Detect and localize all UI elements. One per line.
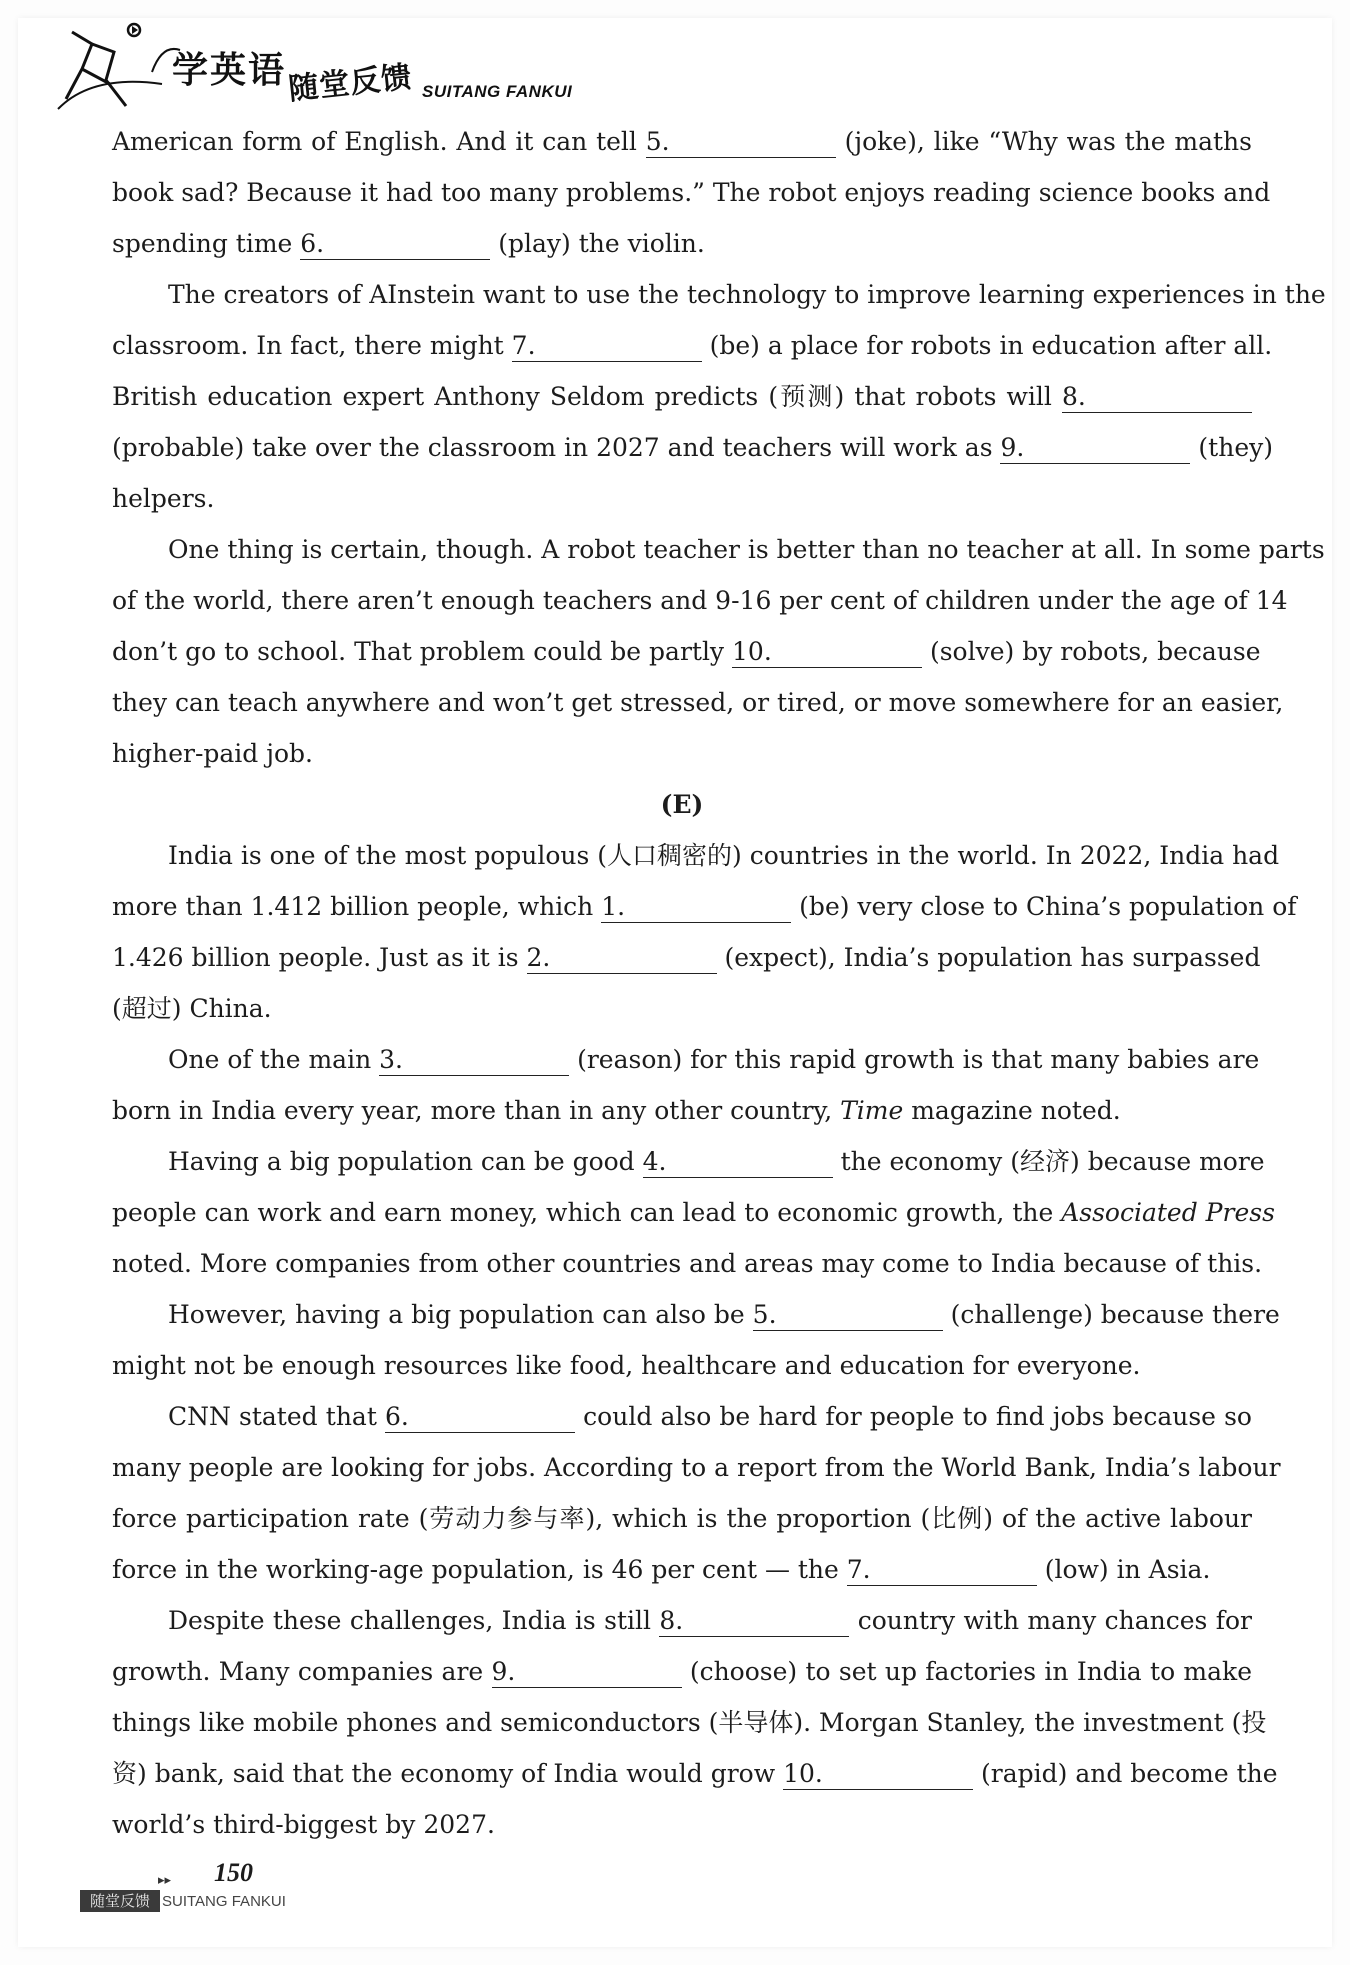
answer-blank[interactable]: 5.: [646, 127, 836, 158]
text-segment: (low) in Asia.: [1036, 1555, 1211, 1584]
text-segment: of the world, there aren’t enough teachers and 9-16 per cent of children under the age of 14: [112, 586, 1288, 615]
text-segment: things like mobile phones and semiconductors (半导体). Morgan Stanley, the investment (投: [112, 1708, 1267, 1737]
text-segment: (probable) take over the classroom in 2027 and teachers will work as: [112, 433, 1001, 462]
text-segment: (reason) for this rapid growth is that many babies are: [569, 1045, 1260, 1074]
text-line: [112, 728, 1252, 779]
text-segment: (超过) China.: [112, 994, 272, 1023]
exercise-text: [112, 116, 1326, 1850]
text-segment: One thing is certain, though. A robot teacher is better than no teacher at all. In some parts: [168, 535, 1325, 564]
text-line-with-blank: [112, 1595, 1252, 1646]
text-line: [112, 269, 1326, 320]
text-line: [112, 1799, 1252, 1850]
text-line-with-blank: [112, 218, 1252, 269]
text-segment: the economy (经济) because more: [832, 1147, 1265, 1176]
text-segment: American form of English. And it can tell: [112, 127, 646, 156]
text-line-with-blank: [112, 626, 1261, 677]
text-line: [112, 1238, 1263, 1289]
header-title-cn-brand: 随堂反馈: [286, 59, 414, 108]
answer-blank[interactable]: 10.: [783, 1759, 973, 1790]
text-segment: (challenge) because there: [942, 1300, 1280, 1329]
text-segment: (choose) to set up factories in India to make: [681, 1657, 1252, 1686]
text-line: [112, 473, 1252, 524]
text-segment: people can work and earn money, which can lead to economic growth, the: [112, 1198, 1062, 1227]
section-heading-text: (E): [660, 790, 704, 819]
text-line-with-blank: [112, 1034, 1260, 1085]
text-segment: higher-paid job.: [112, 739, 314, 768]
text-segment: force in the working-age population, is 46 per cent — the: [112, 1555, 847, 1584]
text-segment: helpers.: [112, 484, 215, 513]
header-title-en: SUITANG FANKUI: [422, 82, 573, 101]
text-line: [112, 677, 1284, 728]
text-segment: many people are looking for jobs. According to a report from the World Bank, India’s labour: [112, 1453, 1281, 1482]
text-segment: CNN stated that: [168, 1402, 386, 1431]
text-line-with-blank: [112, 320, 1273, 371]
text-segment: (joke), like “Why was the maths: [835, 127, 1252, 156]
text-segment: spending time: [112, 229, 301, 258]
text-segment: The creators of AInstein want to use the technology to improve learning experiences in the: [168, 280, 1326, 309]
text-line: [112, 575, 1288, 626]
text-segment: Despite these challenges, India is still: [168, 1606, 660, 1635]
text-segment: India is one of the most populous (人口稠密的) countries in the world. In 2022, India had: [168, 841, 1280, 870]
text-segment: (solve) by robots, because: [922, 637, 1261, 666]
text-line: [112, 1187, 1275, 1238]
text-segment: However, having a big population can also be: [168, 1300, 753, 1329]
runner-logo-icon: [52, 14, 182, 114]
text-line: [112, 1340, 1252, 1391]
text-segment: (be) a place for robots in education after all.: [701, 331, 1273, 360]
text-line-with-blank: [112, 1136, 1265, 1187]
answer-blank[interactable]: 9.: [492, 1657, 682, 1688]
text-segment: book sad? Because it had too many problems.” The robot enjoys reading science books and: [112, 178, 1271, 207]
text-segment: (play) the violin.: [490, 229, 705, 258]
text-segment: force participation rate (劳动力参与率), which is the proportion (比例) of the active labour: [112, 1504, 1252, 1533]
text-segment: (rapid) and become the: [973, 1759, 1278, 1788]
footer-tag: 随堂反馈: [80, 1890, 160, 1912]
answer-blank[interactable]: 3.: [379, 1045, 569, 1076]
text-line: [112, 1697, 1267, 1748]
answer-blank[interactable]: 6.: [300, 229, 490, 260]
text-segment: (be) very close to China’s population of: [791, 892, 1297, 921]
text-segment: magazine noted.: [903, 1096, 1121, 1125]
answer-blank[interactable]: 8.: [1062, 382, 1252, 413]
footer-arrows: ▸▸: [158, 1873, 172, 1888]
answer-blank[interactable]: 4.: [643, 1147, 833, 1178]
text-segment: could also be hard for people to find jobs because so: [575, 1402, 1252, 1431]
answer-blank[interactable]: 6.: [385, 1402, 575, 1433]
text-line: [112, 1085, 1252, 1136]
text-segment: might not be enough resources like food, healthcare and education for everyone.: [112, 1351, 1141, 1380]
header-title-cn: 学英语: [172, 50, 287, 91]
text-segment: 1.426 billion people. Just as it is: [112, 943, 527, 972]
text-line-with-blank: [112, 1391, 1252, 1442]
text-segment: country with many chances for: [849, 1606, 1252, 1635]
text-segment: classroom. In fact, there might: [112, 331, 512, 360]
text-line-with-blank: [112, 1289, 1280, 1340]
answer-blank[interactable]: 5.: [753, 1300, 943, 1331]
text-line-with-blank: [112, 422, 1274, 473]
text-segment: Having a big population can be good: [168, 1147, 643, 1176]
text-segment: British education expert Anthony Seldom predicts (预测) that robots will: [112, 382, 1062, 411]
text-segment: world’s third-biggest by 2027.: [112, 1810, 495, 1839]
text-segment: noted. More companies from other countries and areas may come to India because of this.: [112, 1249, 1263, 1278]
text-segment: don’t go to school. That problem could be partly: [112, 637, 733, 666]
answer-blank[interactable]: 7.: [512, 331, 702, 362]
text-segment: they can teach anywhere and won’t get stressed, or tired, or move somewhere for an easier,: [112, 688, 1284, 717]
answer-blank[interactable]: 9.: [1000, 433, 1190, 464]
answer-blank[interactable]: 8.: [659, 1606, 849, 1637]
answer-blank[interactable]: 7.: [847, 1555, 1037, 1586]
text-line: [112, 1442, 1281, 1493]
text-line: [112, 830, 1280, 881]
text-segment: (expect), India’s population has surpassed: [716, 943, 1261, 972]
page-number: 150: [214, 1858, 253, 1887]
text-segment: 资) bank, said that the economy of India would grow: [112, 1759, 784, 1788]
text-line: [112, 167, 1271, 218]
text-line: [112, 1493, 1252, 1544]
page-header: [52, 14, 612, 114]
publication-name: Time: [840, 1096, 904, 1125]
answer-blank[interactable]: 1.: [601, 892, 791, 923]
section-heading: [112, 779, 1252, 830]
text-line-with-blank: [112, 371, 1252, 422]
text-line-with-blank: [112, 116, 1252, 167]
publication-name: Associated Press: [1061, 1198, 1275, 1227]
text-segment: born in India every year, more than in any other country,: [112, 1096, 841, 1125]
text-segment: (they): [1190, 433, 1274, 462]
text-line-with-blank: [112, 881, 1297, 932]
text-line-with-blank: [112, 1544, 1252, 1595]
answer-blank[interactable]: 2.: [527, 943, 717, 974]
footer-brand: SUITANG FANKUI: [162, 1893, 286, 1910]
text-line-with-blank: [112, 932, 1261, 983]
text-line-with-blank: [112, 1646, 1252, 1697]
text-line: [112, 983, 1252, 1034]
text-segment: growth. Many companies are: [112, 1657, 492, 1686]
answer-blank[interactable]: 10.: [732, 637, 922, 668]
text-segment: more than 1.412 billion people, which: [112, 892, 602, 921]
text-line-with-blank: [112, 1748, 1278, 1799]
text-line: [112, 524, 1325, 575]
text-segment: One of the main: [168, 1045, 380, 1074]
